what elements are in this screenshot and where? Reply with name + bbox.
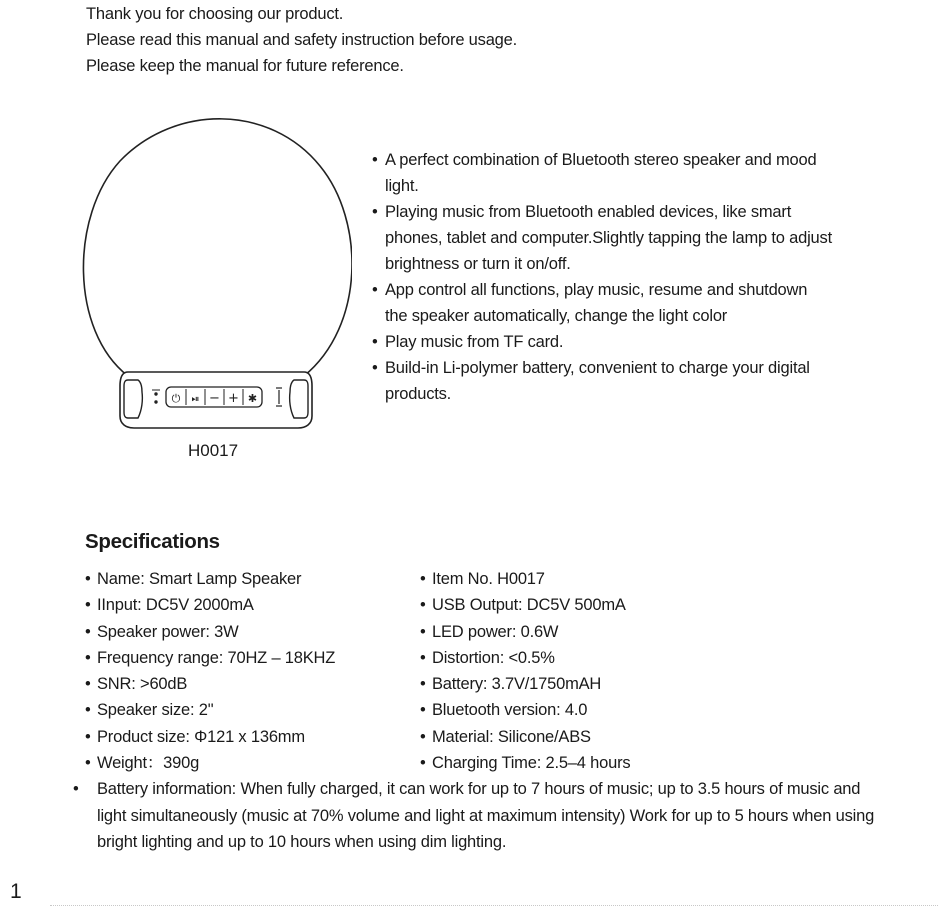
spec-item: LED power: 0.6W xyxy=(432,622,559,641)
power-button-icon: ⏻ xyxy=(171,392,181,405)
spec-row: • Product size: Φ121 x 136mm • Material: Silicone/ABS xyxy=(85,727,591,746)
spec-item: USB Output: DC5V 500mA xyxy=(432,596,626,615)
intro-line: Thank you for choosing our product. xyxy=(86,5,344,23)
spec-item: Battery: 3.7V/1750mAH xyxy=(432,675,602,694)
feature-item: • Build-in Li-polymer battery, convenient to charge your digital products. xyxy=(372,355,832,407)
spec-row: • Name: Smart Lamp Speaker • Item No. H0017 xyxy=(85,570,545,588)
intro-line: Please keep the manual for future reference. xyxy=(86,57,404,75)
intro-line: Please read this manual and safety instruction before usage. xyxy=(86,31,518,49)
spec-item: SNR: >60dB xyxy=(97,675,188,694)
spec-item: Frequency range: 70HZ – 18KHZ xyxy=(97,648,336,667)
spec-item: Bluetooth version: 4.0 xyxy=(432,701,588,720)
spec-row: • Speaker power: 3W • LED power: 0.6W xyxy=(85,622,559,641)
spec-item: Distortion: <0.5% xyxy=(432,648,555,667)
speaker-illustration xyxy=(80,116,352,436)
lamp-globe xyxy=(83,119,352,376)
feature-item: • A perfect combination of Bluetooth stereo speaker and mood light. xyxy=(372,147,832,199)
battery-information-text: Battery information: When fully charged, it can work for up to 7 hours of music; up to 3.5 hours of music and light simultaneously (music at 70% volume and light at maximum intensity) Work for up to 5 hours when using bright lighting and up to 10 hours when using dim lighting. xyxy=(97,780,875,851)
play-pause-button-icon: ⏯ xyxy=(191,394,200,405)
spec-item: Charging Time: 2.5–4 hours xyxy=(432,754,631,773)
intro-text xyxy=(86,1,517,79)
spec-item: Weight：390g xyxy=(97,754,200,773)
spec-row: • SNR: >60dB • Battery: 3.7V/1750mAH xyxy=(85,675,602,694)
specifications-list xyxy=(73,566,885,855)
spec-item: Material: Silicone/ABS xyxy=(432,727,591,746)
spec-item: Speaker size: 2" xyxy=(97,701,214,720)
spec-row: • Frequency range: 70HZ – 18KHZ • Distortion: <0.5% xyxy=(85,648,555,667)
feature-item: • App control all functions, play music, resume and shutdown the speaker automatically, change the light color xyxy=(372,277,832,329)
feature-item: • Playing music from Bluetooth enabled devices, like smart phones, tablet and computer.Slightly tapping the lamp to adjust brightness or turn it on/off. xyxy=(372,199,832,277)
model-label: H0017 xyxy=(188,441,239,460)
volume-down-button-icon: − xyxy=(209,391,220,406)
spec-item: Name: Smart Lamp Speaker xyxy=(97,570,302,588)
spec-row: • IInput: DC5V 2000mA • USB Output: DC5V 500mA xyxy=(85,596,626,615)
feature-list xyxy=(372,147,832,407)
right-grip xyxy=(290,380,308,418)
spec-item: Item No. H0017 xyxy=(432,570,545,588)
battery-information: • Battery information: When fully charged, it can work for up to 7 hours of music; up to 3.5 hours of music and light simultaneously (music at 70% volume and light at maximum intensity) Work for up to 5 hours when using bright lighting and up to 10 hours when using dim lighting. xyxy=(73,780,875,851)
specifications-heading: Specifications xyxy=(85,530,220,553)
light-button-icon: ✱ xyxy=(247,392,258,405)
page-number: 1 xyxy=(10,880,22,903)
spec-row: • Weight：390g • Charging Time: 2.5–4 hours xyxy=(85,754,631,773)
spec-item: IInput: DC5V 2000mA xyxy=(97,596,254,615)
spec-item: Speaker power: 3W xyxy=(97,622,239,641)
left-grip xyxy=(124,380,142,418)
volume-up-button-icon: + xyxy=(228,391,239,406)
spec-row: • Speaker size: 2" • Bluetooth version: 4.0 xyxy=(85,701,588,720)
footer-divider xyxy=(50,905,938,906)
feature-item: • Play music from TF card. xyxy=(372,329,832,355)
spec-item: Product size: Φ121 x 136mm xyxy=(97,727,305,746)
